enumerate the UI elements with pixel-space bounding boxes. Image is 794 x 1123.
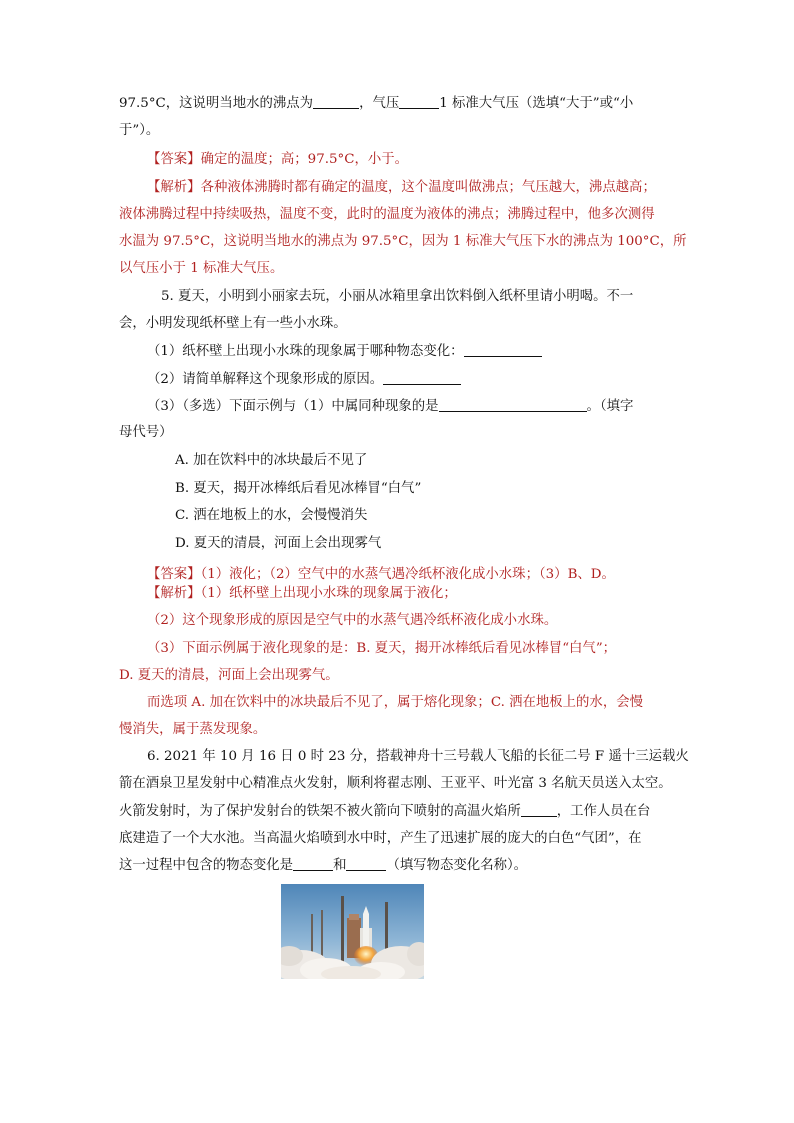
- q5-analysis-3: （3）下面示例属于液化现象的是：B. 夏天，揭开冰棒纸后看见冰棒冒“白气”；: [147, 641, 617, 656]
- q5-sub-3-line-2: 母代号）: [119, 425, 173, 440]
- rocket-launch-photo: [281, 884, 424, 979]
- q6-text: 这一过程中包含的物态变化是: [119, 858, 294, 873]
- q4-analysis-line-2: 液体沸腾过程中持续吸热，温度不变，此时的温度为液体的沸点；沸腾过程中，他多次测得: [119, 207, 655, 222]
- q5-sub-3-text: （3）（多选）下面示例与（1）中属同种现象的是: [147, 399, 439, 414]
- q5-blank-3: [439, 397, 587, 412]
- q5-sub-3-text: 。（填字: [586, 399, 634, 414]
- q4-text: 97.5°C，这说明当地水的沸点为: [119, 96, 314, 111]
- q4-text: 1 标准大气压（选填“大于”或“小: [439, 96, 634, 111]
- answer-tag: 【答案】: [147, 567, 201, 582]
- q6-text: 火箭发射时，为了保护发射台的铁架不被火箭向下喷射的高温火焰所: [119, 804, 521, 819]
- analysis-text: 各种液体沸腾时都有确定的温度，这个温度叫做沸点；气压越大，沸点越高；: [200, 180, 656, 195]
- answer-text: （1）液化；（2）空气中的水蒸气遇冷纸杯液化成小水珠；（3）B、D。: [200, 567, 615, 582]
- q5-sub-3: [147, 397, 633, 417]
- q6-stem-line-1: 6. 2021 年 10 月 16 日 0 时 23 分，搭载神舟十三号载人飞船的长征二号 F 遥十三运载火: [147, 749, 689, 764]
- q5-stem-line-1: 5. 夏天，小明到小丽家去玩，小丽从冰箱里拿出饮料倒入纸杯里请小明喝。不一: [161, 289, 634, 304]
- q6-stem-line-3: [119, 802, 650, 822]
- answer-text: 确定的温度；高；97.5°C，小于。: [200, 152, 409, 167]
- q5-option-d: D. 夏天的清晨，河面上会出现雾气: [175, 536, 382, 551]
- q5-answer: [147, 565, 615, 585]
- q4-analysis-line-3: 水温为 97.5°C，这说明当地水的沸点为 97.5°C，因为 1 标准大气压下水的沸点为 100°C，所: [119, 234, 687, 249]
- q5-blank-1: [464, 342, 542, 357]
- q5-analysis-2: （2）这个现象形成的原因是空气中的水蒸气遇冷纸杯液化成小水珠。: [147, 613, 558, 628]
- q4-answer: [147, 150, 408, 170]
- q5-blank-2: [383, 370, 461, 385]
- q4-analysis-line-4: 以气压小于 1 标准大气压。: [119, 261, 284, 276]
- analysis-tag: 【解析】: [147, 586, 201, 601]
- q5-analysis-6: 慢消失，属于蒸发现象。: [119, 722, 267, 737]
- q5-analysis-4: D. 夏天的清晨，河面上会出现雾气。: [119, 668, 339, 683]
- q5-option-b: B. 夏天，揭开冰棒纸后看见冰棒冒“白气”: [175, 481, 422, 496]
- q4-analysis-line-1: [147, 178, 656, 198]
- q5-sub-1-text: （1）纸杯壁上出现小水珠的现象属于哪种物态变化：: [147, 344, 464, 359]
- q5-analysis-1: [147, 584, 457, 604]
- q6-text: （填写物态变化名称）。: [386, 858, 528, 873]
- analysis-text: （1）纸杯壁上出现小水珠的现象属于液化；: [200, 586, 457, 601]
- q6-blank-1: [521, 802, 557, 817]
- q5-sub-2-text: （2）请简单解释这个现象形成的原因。: [147, 372, 384, 387]
- q6-blank-3: [346, 856, 386, 871]
- q6-text: 和: [333, 858, 347, 873]
- q6-text: ，工作人员在台: [556, 804, 651, 819]
- q6-stem-line-4: 底建造了一个大水池。当高温火焰喷到水中时，产生了迅速扩展的庞大的白色“气团”，在: [119, 831, 642, 846]
- q5-sub-2: [147, 370, 461, 390]
- q6-stem-line-2: 箭在酒泉卫星发射中心精准点火发射，顺利将翟志刚、王亚平、叶光富 3 名航天员送入太空。: [119, 776, 672, 791]
- q6-blank-2: [293, 856, 333, 871]
- q5-stem-line-2: 会，小明发现纸杯壁上有一些小水珠。: [119, 316, 347, 331]
- q4-blank-boiling-point: [313, 94, 359, 109]
- q4-blank-pressure: [399, 94, 439, 109]
- q4-text: ，气压: [359, 96, 400, 111]
- q5-analysis-5: 而选项 A. 加在饮料中的冰块最后不见了，属于熔化现象；C. 洒在地板上的水，会慢: [147, 695, 643, 710]
- q5-sub-1: [147, 342, 542, 362]
- q4-line-2: 于”）。: [119, 123, 160, 138]
- analysis-tag: 【解析】: [147, 180, 201, 195]
- q6-stem-line-5: [119, 856, 527, 876]
- answer-tag: 【答案】: [147, 152, 201, 167]
- rocket-launch-illustration: [281, 884, 424, 979]
- q4-line-1: [119, 94, 633, 114]
- q5-option-a: A. 加在饮料中的冰块最后不见了: [175, 453, 368, 468]
- q5-option-c: C. 洒在地板上的水，会慢慢消失: [175, 508, 368, 523]
